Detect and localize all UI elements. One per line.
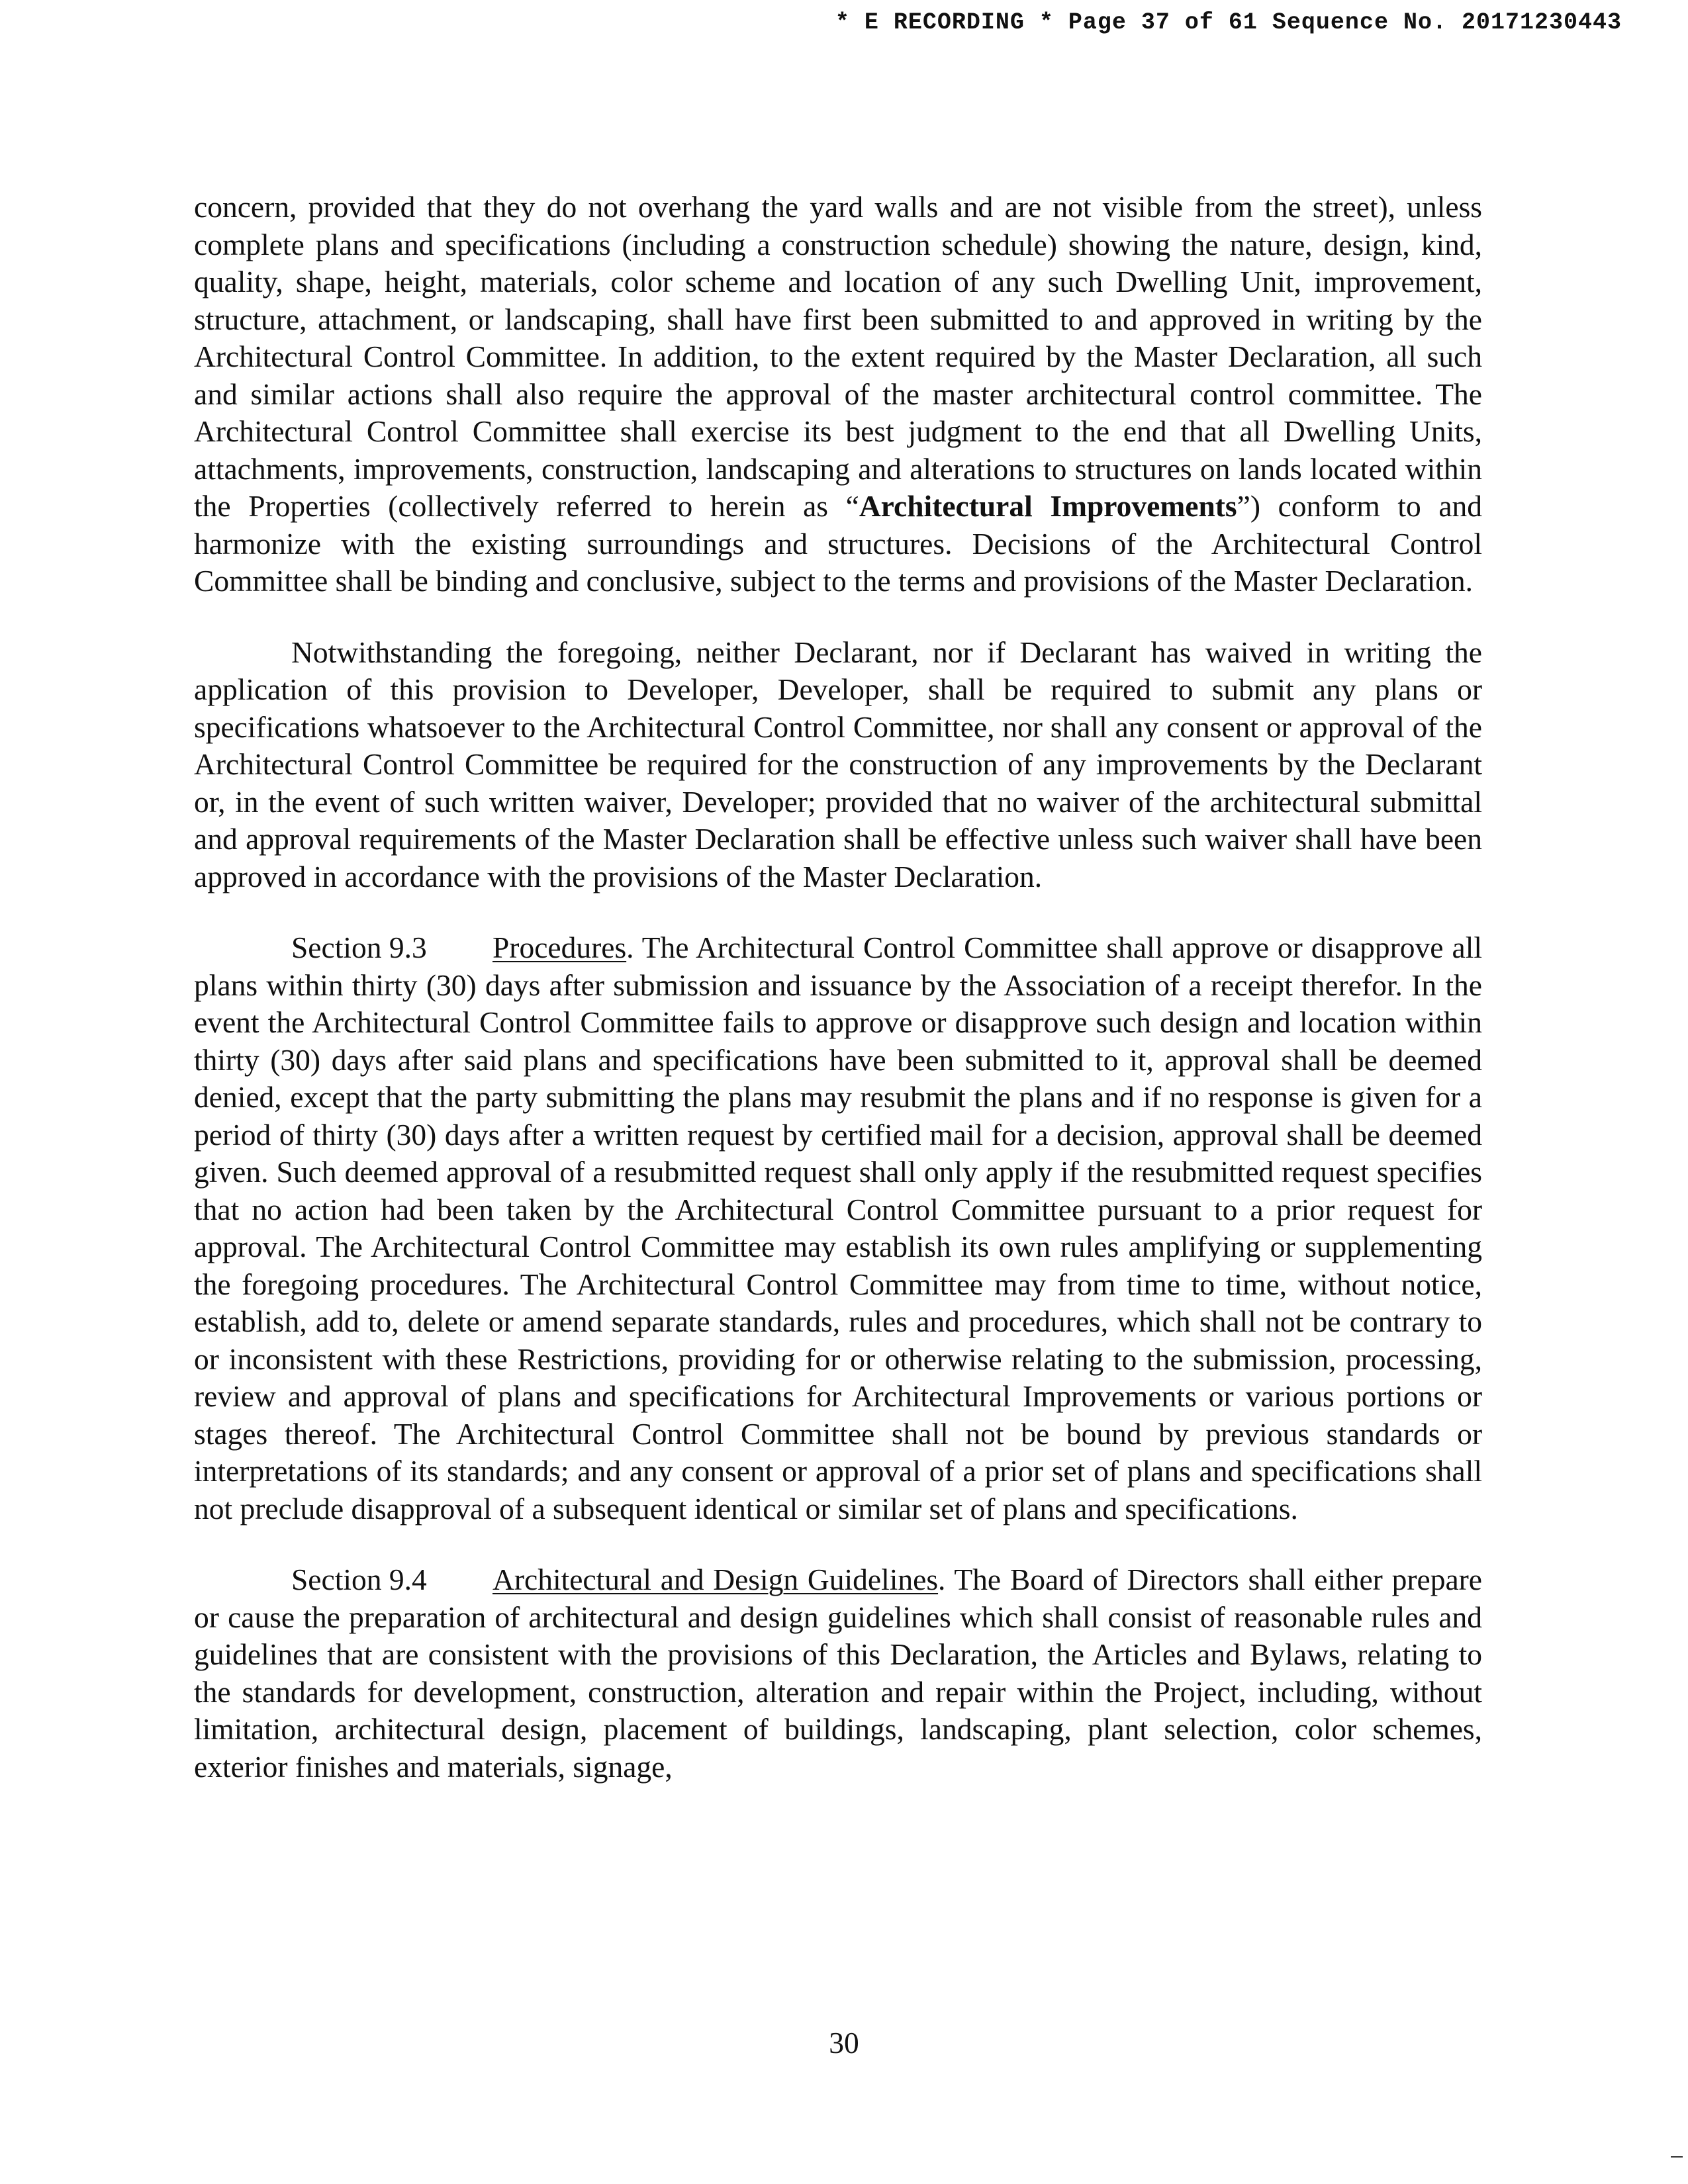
paragraph-continuation <box>194 189 1482 600</box>
defined-term-architectural-improvements: Architectural Improvements <box>859 489 1237 523</box>
document-body <box>194 189 1482 1786</box>
section-9-4-number: Section 9.4 <box>291 1563 427 1596</box>
section-9-3-paragraph <box>194 929 1482 1527</box>
paragraph-text-after: ”) conform to and harmonize with the existing surroundings and structures. Decisions of the Architectural Control Committee shall be binding and conclusive, subject to the terms and provisions of the Master Declaration. <box>194 489 1483 598</box>
section-9-4-paragraph <box>194 1561 1482 1786</box>
section-9-4-text: . The Board of Directors shall either prepare or cause the preparation of architectural and design guidelines which shall consist of reasonable rules and guidelines that are consistent with the provisions of this Declaration, the Articles and Bylaws, relating to the standards for development, construction, alteration and repair within the Project, including, without limitation, architectural design, placement of buildings, landscaping, plant selection, color schemes, exterior finishes and materials, signage, <box>194 1563 1482 1784</box>
recording-header: * E RECORDING * Page 37 of 61 Sequence No. 20171230443 <box>835 9 1622 36</box>
section-9-3-text: . The Architectural Control Committee shall approve or disapprove all plans within thirty (30) days after submission and issuance by the Association of a receipt therefor. In the event the Architectural Control Committee fails to approve or disapprove such design and location within thirty (30) days after said plans and specifications have been submitted to it, approval shall be deemed denied, except that the party submitting the plans may resubmit the plans and if no response is given for a period of thirty (30) days after a written request by certified mail for a decision, approval shall be deemed given. Such deemed approval of a resubmitted request shall only apply if the resubmitted request specifies that no action had been taken by the Architectural Control Committee pursuant to a prior request for approval. The Architectural Control Committee may establish its own rules amplifying or supplementing the foregoing procedures. The Architectural Control Committee may from time to time, without notice, establish, add to, delete or amend separate standards, rules and procedures, which shall not be contrary to or inconsistent with these Restrictions, providing for or otherwise relating to the submission, processing, review and approval of plans and specifications for Architectural Improvements or various portions or stages thereof. The Architectural Control Committee shall not be bound by previous standards or interpretations of its standards; and any consent or approval of a prior set of plans and specifications shall not preclude disapproval of a subsequent identical or similar set of plans and specifications. <box>194 931 1482 1525</box>
page-number: 30 <box>829 2026 859 2060</box>
corner-dash-mark <box>1671 2156 1683 2158</box>
paragraph-text-before: concern, provided that they do not overhang the yard walls and are not visible from the street), unless complete plans and specifications (including a construction schedule) showing the nature, design, kind, quality, shape, height, materials, color scheme and location of any such Dwelling Unit, improvement, structure, attachment, or landscaping, shall have first been submitted to and approved in writing by the Architectural Control Committee. In addition, to the extent required by the Master Declaration, all such and similar actions shall also require the approval of the master architectural control committee. The Architectural Control Committee shall exercise its best judgment to the end that all Dwelling Units, attachments, improvements, construction, landscaping and alterations to structures on lands located within the Properties (collectively referred to herein as “ <box>194 190 1482 523</box>
section-9-4-title: Architectural and Design Guidelines <box>492 1563 939 1596</box>
paragraph-notwithstanding: Notwithstanding the foregoing, neither Declarant, nor if Declarant has waived in writing the application of this provision to Developer, Developer, shall be required to submit any plans or specifications whatsoever to the Architectural Control Committee, nor shall any consent or approval of the Architectural Control Committee be required for the construction of any improvements by the Declarant or, in the event of such written waiver, Developer; provided that no waiver of the architectural submittal and approval requirements of the Master Declaration shall be effective unless such waiver shall have been approved in accordance with the provisions of the Master Declaration. <box>194 635 1482 893</box>
section-9-3-title: Procedures <box>492 931 627 964</box>
section-9-3-number: Section 9.3 <box>291 931 427 964</box>
